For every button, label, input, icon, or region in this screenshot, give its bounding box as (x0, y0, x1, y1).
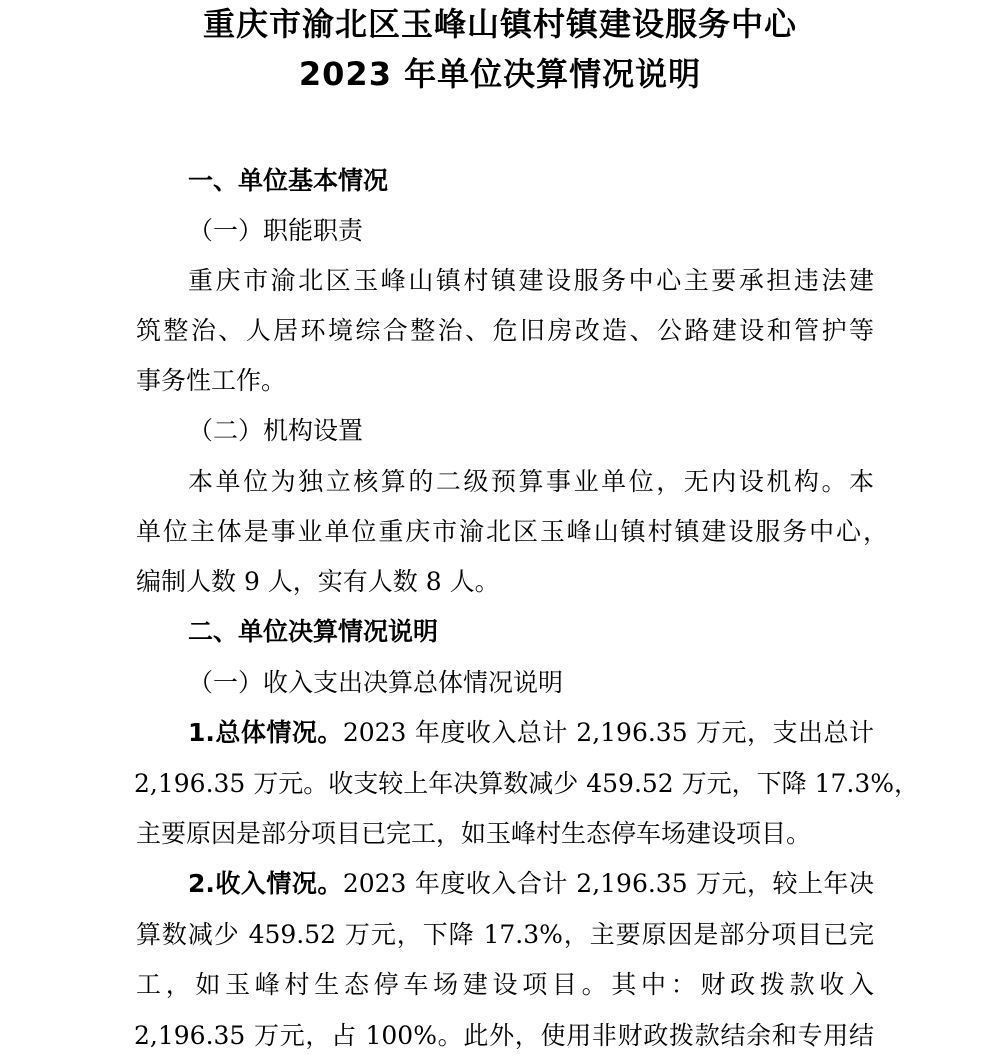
paragraph-line (188, 718, 874, 748)
paragraph-line (188, 869, 874, 899)
paragraph-line: 主要原因是部分项目已完工，如玉峰村生态停车场建设项目。 (136, 819, 812, 848)
paragraph-line: 2,196.35 万元。收支较上年决算数减少 459.52 万元，下降 17.3%， (134, 769, 920, 798)
paragraph-line: 2,196.35 万元，占 100%。此外，使用非财政拨款结余和专用结 (134, 1021, 874, 1050)
subheading-income-expenditure: （一）收入支出决算总体情况说明 (188, 668, 564, 697)
paragraph-line: 筑整治、人居环境综合整治、危旧房改造、公路建设和管护等 (136, 316, 874, 345)
paragraph-line: 工，如玉峰村生态停车场建设项目。其中：财政拨款收入 (136, 970, 874, 999)
subheading-organization: （二）机构设置 (188, 416, 364, 445)
paragraph-lead-overall: 1.总体情况。 (188, 718, 343, 747)
paragraph-line: 事务性工作。 (136, 366, 287, 395)
paragraph-line: 编制人数 9 人，实有人数 8 人。 (136, 567, 500, 596)
document-title-line-1: 重庆市渝北区玉峰山镇村镇建设服务中心 (202, 5, 797, 43)
paragraph-text: 2023 年度收入总计 2,196.35 万元，支出总计 (342, 718, 874, 747)
document-title-line-2: 2023 年单位决算情况说明 (298, 55, 702, 93)
paragraph-line: 重庆市渝北区玉峰山镇村镇建设服务中心主要承担违法建 (188, 266, 874, 295)
section-heading-basic-info: 一、单位基本情况 (188, 166, 389, 195)
paragraph-line: 算数减少 459.52 万元，下降 17.3%，主要原因是部分项目已完 (136, 920, 874, 949)
paragraph-line: 单位主体是事业单位重庆市渝北区玉峰山镇村镇建设服务中心， (136, 517, 888, 546)
section-heading-final-accounts: 二、单位决算情况说明 (188, 617, 439, 646)
paragraph-lead-income: 2.收入情况。 (188, 869, 343, 898)
paragraph-text: 2023 年度收入合计 2,196.35 万元，较上年决 (342, 869, 874, 898)
paragraph-line: 本单位为独立核算的二级预算事业单位，无内设机构。本 (188, 467, 874, 496)
subheading-functions: （一）职能职责 (188, 216, 364, 245)
